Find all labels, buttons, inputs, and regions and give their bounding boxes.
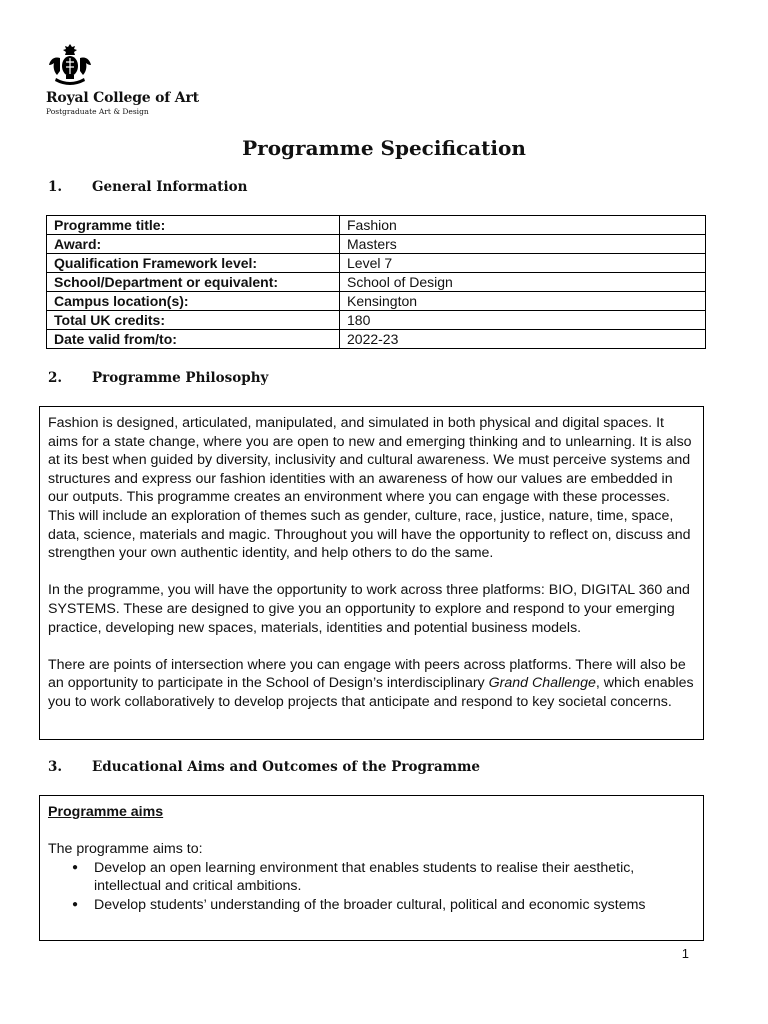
row-label: Date valid from/to: — [47, 330, 340, 349]
section-title: General Information — [92, 179, 248, 195]
section-number: 3. — [48, 759, 63, 775]
rca-logo — [46, 42, 216, 116]
general-info-table — [46, 215, 706, 349]
section-heading-programme-philosophy — [48, 370, 268, 386]
logo-name: Royal College of Art — [46, 90, 199, 106]
programme-aims-box — [39, 795, 704, 941]
philosophy-paragraph: Fashion is designed, articulated, manipulated, and simulated in both physical and digital spaces. It aims for a state change, where you are open to new and emerging thinking and to unlearning. It is also at its best when guided by diversity, inclusivity and cultural awareness. We must perceive systems and structures and express our fashion identities with an awareness of how our values are embedded in our outputs. This programme creates an environment where you can engage with these processes. This will include an exploration of themes such as gender, culture, race, justice, nature, time, space, data, science, materials and magic. Throughout you will have the opportunity to reflect on, discuss and strengthen your own authentic identity, and help others to do the same. — [48, 415, 692, 562]
philosophy-box — [39, 406, 704, 740]
row-value: Fashion — [340, 216, 706, 235]
aims-heading: Programme aims — [48, 804, 164, 820]
table-row — [47, 292, 706, 311]
list-item: ● Develop an open learning environment that enables students to realise their aesthetic, intellectual and critical ambitions. — [48, 859, 695, 896]
row-value: 2022-23 — [340, 330, 706, 349]
aims-intro: The programme aims to: — [48, 841, 203, 858]
logo-subtitle: Postgraduate Art & Design — [46, 107, 149, 116]
row-label: Qualification Framework level: — [47, 254, 340, 273]
table-row — [47, 311, 706, 330]
grand-challenge-text: Grand Challenge — [488, 675, 596, 692]
philosophy-paragraph — [48, 656, 695, 712]
table-row — [47, 235, 706, 254]
row-label: Award: — [47, 235, 340, 254]
list-item: ● Develop students’ understanding of the broader cultural, political and economic systems — [48, 896, 695, 915]
row-value: School of Design — [340, 273, 706, 292]
row-label: Campus location(s): — [47, 292, 340, 311]
philosophy-paragraph: In the programme, you will have the opportunity to work across three platforms: BIO, DIGITAL 360 and SYSTEMS. These are designed to give you an opportunity to explore and respond to your emerging practice, developing new spaces, materials, identities and potential business models. — [48, 582, 690, 636]
table-row — [47, 216, 706, 235]
row-value: 180 — [340, 311, 706, 330]
section-title: Programme Philosophy — [92, 370, 269, 386]
table-row — [47, 330, 706, 349]
page-title: Programme Specification — [242, 136, 526, 160]
royal-crest-icon — [46, 42, 94, 88]
paragraph-text: There are points of intersection where you can engage with peers across platforms. There will also be an opportunity to participate in the School of Design’s interdisciplinary — [48, 656, 686, 692]
page-number: 1 — [681, 946, 689, 961]
paragraph-text: , which enables you to work collaboratively to develop projects that anticipate and respond to key societal concerns. — [48, 675, 694, 710]
section-heading-general-information — [48, 179, 247, 195]
section-number: 1. — [48, 179, 63, 195]
table-row — [47, 254, 706, 273]
row-value: Masters — [340, 235, 706, 254]
row-label: School/Department or equivalent: — [47, 273, 340, 292]
row-value: Kensington — [340, 292, 706, 311]
row-label: Programme title: — [47, 216, 340, 235]
aims-list — [48, 859, 695, 915]
section-number: 2. — [48, 370, 63, 386]
section-title: Educational Aims and Outcomes of the Programme — [92, 759, 480, 775]
table-row — [47, 273, 706, 292]
row-label: Total UK credits: — [47, 311, 340, 330]
section-heading-educational-aims — [48, 759, 480, 775]
row-value: Level 7 — [340, 254, 706, 273]
